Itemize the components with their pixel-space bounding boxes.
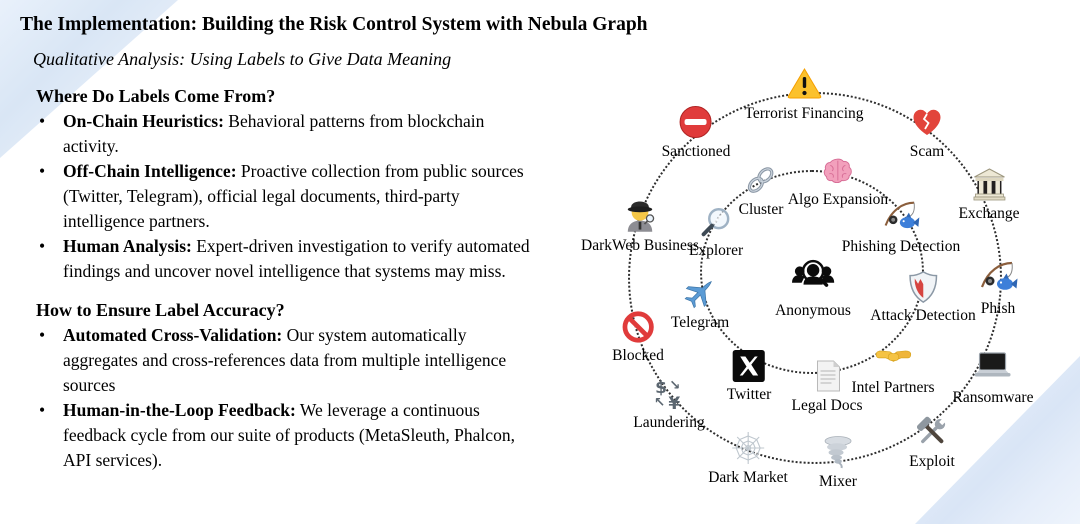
graph-node-anonymous xyxy=(775,253,851,320)
text-column xyxy=(36,84,541,473)
fishing-icon xyxy=(978,257,1018,297)
graph-node-cluster xyxy=(739,164,784,219)
section-label-sources xyxy=(36,84,541,284)
graph-node-label: Intel Partners xyxy=(851,379,935,396)
graph-node-twitter xyxy=(727,349,772,404)
graph-node-label: Anonymous xyxy=(775,302,851,319)
graph-node-label: Sanctioned xyxy=(661,143,731,160)
graph-node-exploit xyxy=(909,414,955,471)
svg-text:¥: ¥ xyxy=(668,394,680,411)
bullet-item xyxy=(36,159,541,234)
graph-node-label: Phishing Detection xyxy=(841,238,961,255)
graph-node-sanctioned xyxy=(662,104,731,161)
graph-node-label: Laundering xyxy=(633,414,705,431)
graph-node-label: Phish xyxy=(980,300,1016,317)
graph-node-attack-detection xyxy=(870,270,975,325)
graph-node-phishing-detection xyxy=(842,197,960,256)
svg-text:↖: ↖ xyxy=(653,395,665,411)
bullet-text: Our system automatically aggregates and cross-references data from multiple intelligence sources xyxy=(63,325,507,395)
section-heading: How to Ensure Label Accuracy? xyxy=(36,300,285,320)
graph-node-label: Attack Detection xyxy=(870,307,976,324)
graph-node-laundering xyxy=(633,377,704,432)
graph-node-label: Algo Expansion xyxy=(787,191,889,208)
graph-node-scam xyxy=(909,104,945,161)
prohibited-icon xyxy=(621,310,655,344)
graph-node-label: Exploit xyxy=(909,453,955,470)
laptop-icon xyxy=(973,346,1013,386)
bullet-term: Human-in-the-Loop Feedback: xyxy=(63,400,296,420)
graph-node-explorer xyxy=(689,205,743,260)
fishing-icon xyxy=(882,197,920,235)
slide-title: The Implementation: Building the Risk Control System with Nebula Graph xyxy=(20,14,648,35)
link-icon xyxy=(744,164,778,198)
slide-subtitle: Qualitative Analysis: Using Labels to Give Data Meaning xyxy=(33,49,452,69)
graph-node-darkweb-business xyxy=(581,194,699,255)
page-icon xyxy=(809,358,845,394)
graph-node-label: Legal Docs xyxy=(791,397,863,414)
bullet-item xyxy=(36,234,541,284)
bullet-item xyxy=(36,398,541,473)
no-entry-icon xyxy=(678,104,714,140)
graph-node-label: Twitter xyxy=(726,386,772,403)
graph-node-label: Explorer xyxy=(688,242,744,259)
graph-node-label: Blocked xyxy=(612,347,664,364)
inner-dotted-ring xyxy=(700,170,924,374)
broken-heart-icon xyxy=(909,104,945,140)
graph-node-terrorist-financing xyxy=(744,66,863,123)
bullet-term: Automated Cross-Validation: xyxy=(63,325,283,345)
graph-node-intel-partners xyxy=(851,338,934,397)
bullet-item xyxy=(36,323,541,398)
graph-node-label: DarkWeb Business xyxy=(581,237,699,254)
section-label-accuracy xyxy=(36,298,541,473)
graph-node-label: Cluster xyxy=(738,201,784,218)
outer-dotted-ring xyxy=(628,92,1002,464)
bank-icon xyxy=(971,166,1007,202)
handshake-icon xyxy=(874,338,912,376)
graph-node-label: Dark Market xyxy=(708,469,788,486)
graph-node-phish xyxy=(978,257,1018,318)
warning-icon xyxy=(786,66,822,102)
tornado-icon xyxy=(820,434,856,470)
graph-node-blocked xyxy=(612,310,664,365)
graph-node-label: Scam xyxy=(909,143,945,160)
graph-node-label: Ransomware xyxy=(952,389,1034,406)
bullet-term: On-Chain Heuristics: xyxy=(63,111,224,131)
corner-decoration-bottom-right xyxy=(915,356,1080,524)
detective-icon xyxy=(620,194,660,234)
graph-node-dark-market xyxy=(708,430,788,487)
graph-node-algo-expansion xyxy=(788,154,888,209)
bullet-term: Human Analysis: xyxy=(63,236,192,256)
bullet-text: Expert-driven investigation to verify automated findings and uncover novel intelligence that systems may miss. xyxy=(63,236,530,281)
anonymous-icon xyxy=(790,253,836,299)
graph-node-mixer xyxy=(819,434,857,491)
bullet-term: Off-Chain Intelligence: xyxy=(63,161,237,181)
spiderweb-icon xyxy=(730,430,766,466)
svg-text:$: $ xyxy=(654,378,667,399)
bullet-text: We leverage a continuous feedback cycle from our suite of products (MetaSleuth, Phalcon, API services). xyxy=(63,400,515,470)
currency-icon xyxy=(652,377,686,411)
magnifier-icon xyxy=(699,205,733,239)
graph-node-label: Telegram xyxy=(670,314,730,331)
graph-node-legal-docs xyxy=(791,358,862,415)
graph-node-ransomware xyxy=(953,346,1034,407)
airplane-icon xyxy=(682,275,718,311)
shield-icon xyxy=(906,270,940,304)
graph-node-telegram xyxy=(671,275,729,332)
bullet-text: Behavioral patterns from blockchain activity. xyxy=(63,111,485,156)
bullet-text: Proactive collection from public sources (Twitter, Telegram), official legal documents, third-party intelligence partners. xyxy=(63,161,524,231)
graph-node-label: Exchange xyxy=(958,205,1020,222)
graph-node-label: Terrorist Financing xyxy=(744,105,864,122)
bullet-list xyxy=(36,323,541,473)
section-heading: Where Do Labels Come From? xyxy=(36,86,276,106)
graph-node-exchange xyxy=(958,166,1019,223)
tools-icon xyxy=(914,414,950,450)
bullet-item xyxy=(36,109,541,159)
bullet-list xyxy=(36,109,541,284)
x-logo-icon xyxy=(732,349,766,383)
graph-node-label: Mixer xyxy=(819,473,857,490)
brain-icon xyxy=(821,154,855,188)
svg-text:↘: ↘ xyxy=(668,378,681,394)
